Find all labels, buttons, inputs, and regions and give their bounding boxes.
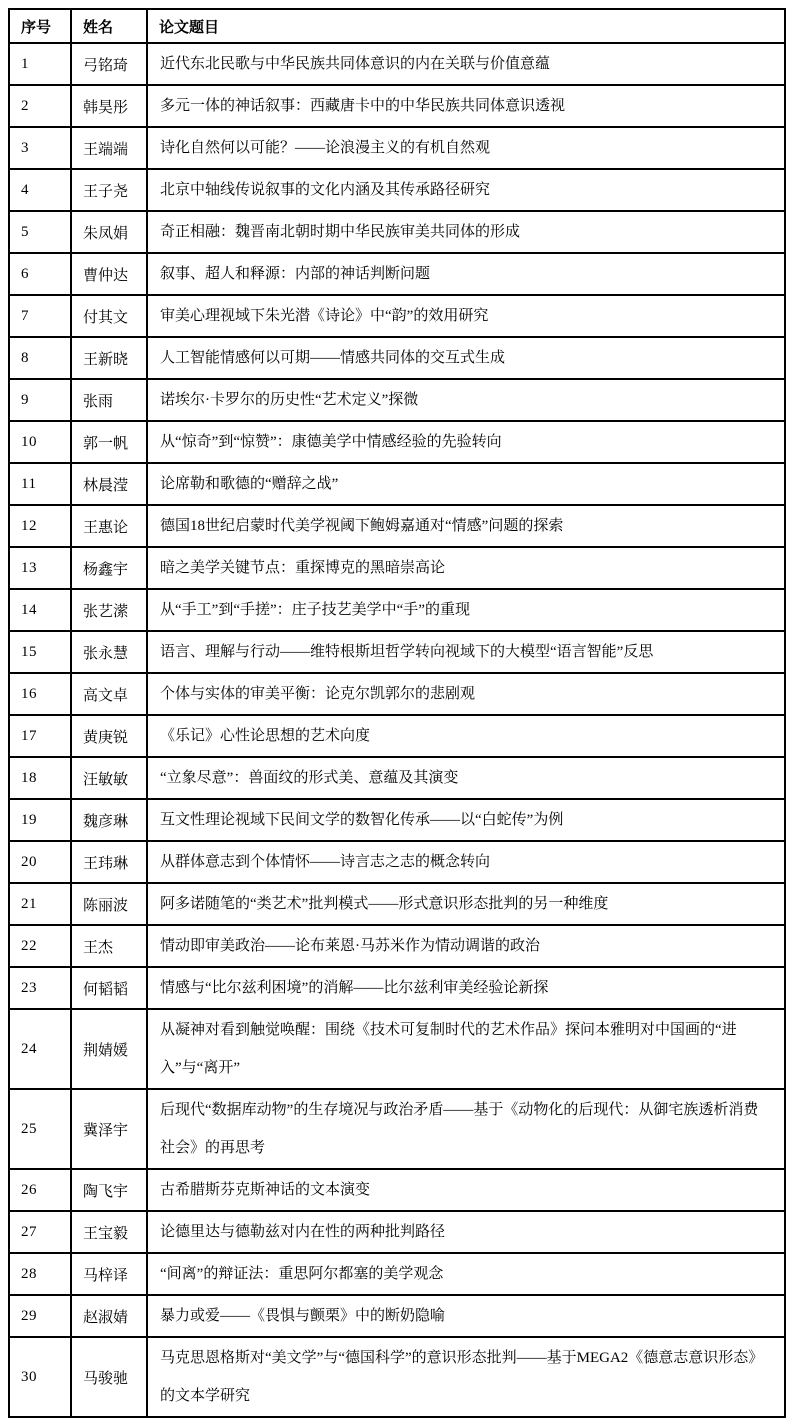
cell-name: 陶飞宇 xyxy=(71,1169,147,1211)
cell-name: 高文卓 xyxy=(71,673,147,715)
cell-name: 马梓译 xyxy=(71,1253,147,1295)
cell-no: 15 xyxy=(9,631,71,673)
cell-title: 论德里达与德勒兹对内在性的两种批判路径 xyxy=(147,1211,785,1253)
header-cell-title: 论文题目 xyxy=(147,9,785,43)
table-row xyxy=(9,463,785,505)
cell-name: 王玮琳 xyxy=(71,841,147,883)
cell-title: “立象尽意”：兽面纹的形式美、意蕴及其演变 xyxy=(147,757,785,799)
table-row xyxy=(9,1211,785,1253)
cell-name: 付其文 xyxy=(71,295,147,337)
cell-title: 奇正相融：魏晋南北朝时期中华民族审美共同体的形成 xyxy=(147,211,785,253)
cell-no: 30 xyxy=(9,1337,71,1417)
cell-name: 弓铭琦 xyxy=(71,43,147,85)
cell-name: 魏彦琳 xyxy=(71,799,147,841)
cell-no: 8 xyxy=(9,337,71,379)
table-row xyxy=(9,547,785,589)
table-row xyxy=(9,799,785,841)
cell-name: 张雨 xyxy=(71,379,147,421)
cell-name: 王子尧 xyxy=(71,169,147,211)
cell-title: 古希腊斯芬克斯神话的文本演变 xyxy=(147,1169,785,1211)
cell-no: 5 xyxy=(9,211,71,253)
papers-table xyxy=(8,8,786,1418)
cell-no: 21 xyxy=(9,883,71,925)
cell-name: 黄庚锐 xyxy=(71,715,147,757)
cell-title: 北京中轴线传说叙事的文化内涵及其传承路径研究 xyxy=(147,169,785,211)
cell-title: 人工智能情感何以可期——情感共同体的交互式生成 xyxy=(147,337,785,379)
cell-no: 27 xyxy=(9,1211,71,1253)
cell-name: 杨鑫宇 xyxy=(71,547,147,589)
cell-title: “间离”的辩证法：重思阿尔都塞的美学观念 xyxy=(147,1253,785,1295)
cell-no: 13 xyxy=(9,547,71,589)
cell-no: 19 xyxy=(9,799,71,841)
table-row xyxy=(9,1089,785,1169)
table-row xyxy=(9,253,785,295)
table-row xyxy=(9,337,785,379)
table-row xyxy=(9,757,785,799)
cell-title: 暗之美学关键节点：重探博克的黑暗崇高论 xyxy=(147,547,785,589)
table-row xyxy=(9,43,785,85)
cell-name: 王新晓 xyxy=(71,337,147,379)
table-row xyxy=(9,85,785,127)
cell-title: 个体与实体的审美平衡：论克尔凯郭尔的悲剧观 xyxy=(147,673,785,715)
cell-name: 王杰 xyxy=(71,925,147,967)
table-row xyxy=(9,295,785,337)
cell-name: 张永慧 xyxy=(71,631,147,673)
table-row xyxy=(9,1337,785,1417)
cell-no: 10 xyxy=(9,421,71,463)
cell-no: 3 xyxy=(9,127,71,169)
cell-title: 诺埃尔·卡罗尔的历史性“艺术定义”探微 xyxy=(147,379,785,421)
cell-no: 9 xyxy=(9,379,71,421)
table-row xyxy=(9,421,785,463)
cell-no: 14 xyxy=(9,589,71,631)
cell-no: 24 xyxy=(9,1009,71,1089)
table-row xyxy=(9,883,785,925)
cell-title: 论席勒和歌德的“赠辞之战” xyxy=(147,463,785,505)
table-row xyxy=(9,715,785,757)
cell-title: 从凝神对看到触觉唤醒：围绕《技术可复制时代的艺术作品》探问本雅明对中国画的“进入”与“离开” xyxy=(147,1009,785,1089)
cell-no: 18 xyxy=(9,757,71,799)
cell-title: 《乐记》心性论思想的艺术向度 xyxy=(147,715,785,757)
cell-no: 6 xyxy=(9,253,71,295)
cell-name: 王端端 xyxy=(71,127,147,169)
cell-title: 情动即审美政治——论布莱恩·马苏米作为情动调谐的政治 xyxy=(147,925,785,967)
cell-no: 17 xyxy=(9,715,71,757)
table-row xyxy=(9,127,785,169)
cell-name: 郭一帆 xyxy=(71,421,147,463)
table-row xyxy=(9,1295,785,1337)
cell-name: 荆婧媛 xyxy=(71,1009,147,1089)
cell-title: 从“手工”到“手搓”：庄子技艺美学中“手”的重现 xyxy=(147,589,785,631)
table-row xyxy=(9,211,785,253)
cell-title: 后现代“数据库动物”的生存境况与政治矛盾——基于《动物化的后现代：从御宅族透析消费社会》的再思考 xyxy=(147,1089,785,1169)
cell-no: 20 xyxy=(9,841,71,883)
cell-title: 德国18世纪启蒙时代美学视阈下鲍姆嘉通对“情感”问题的探索 xyxy=(147,505,785,547)
cell-no: 12 xyxy=(9,505,71,547)
cell-name: 冀泽宇 xyxy=(71,1089,147,1169)
table-row xyxy=(9,631,785,673)
cell-name: 何韬韬 xyxy=(71,967,147,1009)
table-row xyxy=(9,925,785,967)
cell-title: 情感与“比尔兹利困境”的消解——比尔兹利审美经验论新探 xyxy=(147,967,785,1009)
cell-no: 29 xyxy=(9,1295,71,1337)
cell-title: 语言、理解与行动——维特根斯坦哲学转向视域下的大模型“语言智能”反思 xyxy=(147,631,785,673)
cell-no: 25 xyxy=(9,1089,71,1169)
cell-name: 王宝毅 xyxy=(71,1211,147,1253)
cell-no: 28 xyxy=(9,1253,71,1295)
cell-no: 26 xyxy=(9,1169,71,1211)
cell-name: 王惠论 xyxy=(71,505,147,547)
cell-title: 诗化自然何以可能？——论浪漫主义的有机自然观 xyxy=(147,127,785,169)
cell-no: 11 xyxy=(9,463,71,505)
cell-no: 4 xyxy=(9,169,71,211)
cell-title: 近代东北民歌与中华民族共同体意识的内在关联与价值意蕴 xyxy=(147,43,785,85)
table-row xyxy=(9,1169,785,1211)
cell-title: 从“惊奇”到“惊赞”：康德美学中情感经验的先验转向 xyxy=(147,421,785,463)
cell-no: 7 xyxy=(9,295,71,337)
cell-no: 2 xyxy=(9,85,71,127)
cell-title: 审美心理视域下朱光潜《诗论》中“韵”的效用研究 xyxy=(147,295,785,337)
table-row xyxy=(9,505,785,547)
cell-name: 汪敏敏 xyxy=(71,757,147,799)
cell-title: 暴力或爱——《畏惧与颤栗》中的断奶隐喻 xyxy=(147,1295,785,1337)
cell-title: 叙事、超人和释源：内部的神话判断问题 xyxy=(147,253,785,295)
table-row xyxy=(9,169,785,211)
table-row xyxy=(9,967,785,1009)
header-cell-name: 姓名 xyxy=(71,9,147,43)
table-row xyxy=(9,1253,785,1295)
cell-no: 22 xyxy=(9,925,71,967)
cell-name: 朱凤娟 xyxy=(71,211,147,253)
table-row xyxy=(9,841,785,883)
cell-title: 从群体意志到个体情怀——诗言志之志的概念转向 xyxy=(147,841,785,883)
table-row xyxy=(9,589,785,631)
table-row xyxy=(9,379,785,421)
cell-no: 1 xyxy=(9,43,71,85)
cell-name: 曹仲达 xyxy=(71,253,147,295)
cell-name: 赵淑婧 xyxy=(71,1295,147,1337)
cell-title: 互文性理论视域下民间文学的数智化传承——以“白蛇传”为例 xyxy=(147,799,785,841)
cell-name: 张艺潆 xyxy=(71,589,147,631)
cell-name: 陈丽波 xyxy=(71,883,147,925)
cell-name: 林晨滢 xyxy=(71,463,147,505)
table-row xyxy=(9,1009,785,1089)
cell-no: 16 xyxy=(9,673,71,715)
header-cell-no: 序号 xyxy=(9,9,71,43)
cell-title: 多元一体的神话叙事：西藏唐卡中的中华民族共同体意识透视 xyxy=(147,85,785,127)
cell-name: 马骏驰 xyxy=(71,1337,147,1417)
cell-title: 阿多诺随笔的“类艺术”批判模式——形式意识形态批判的另一种维度 xyxy=(147,883,785,925)
table-body xyxy=(9,43,785,1417)
cell-no: 23 xyxy=(9,967,71,1009)
cell-title: 马克思恩格斯对“美文学”与“德国科学”的意识形态批判——基于MEGA2《德意志意识形态》的文本学研究 xyxy=(147,1337,785,1417)
cell-name: 韩昊彤 xyxy=(71,85,147,127)
table-header-row xyxy=(9,9,785,43)
table-row xyxy=(9,673,785,715)
